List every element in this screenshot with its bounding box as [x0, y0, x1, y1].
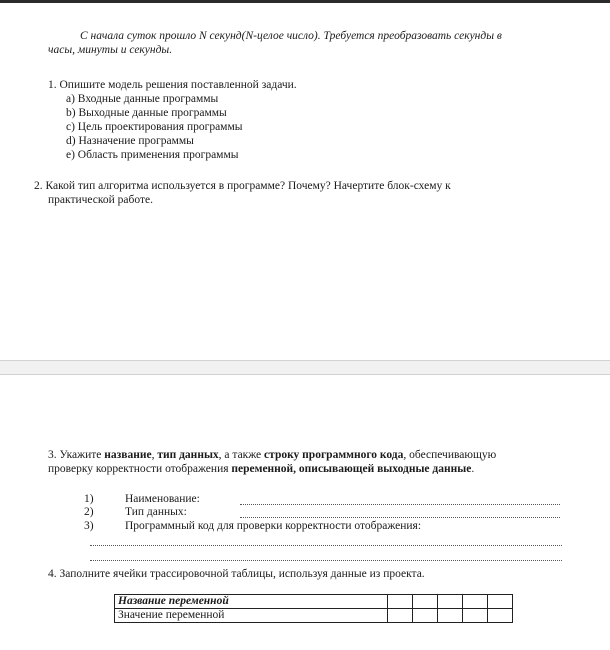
- intro-line-2: часы, минуты и секунды.: [48, 44, 173, 56]
- table-cell[interactable]: [463, 595, 488, 609]
- q3-text: ,: [151, 449, 158, 461]
- q3-bold-type: тип данных: [157, 449, 219, 461]
- q1-item: e) Область применения программы: [66, 149, 239, 161]
- q2-line-2: практической работе.: [48, 194, 153, 206]
- q3-bold-output: переменной, описывающей выходные данные: [231, 463, 472, 475]
- table-cell[interactable]: [488, 595, 513, 609]
- table-cell[interactable]: [438, 609, 463, 623]
- answer-line-code[interactable]: [90, 545, 562, 546]
- q1-title: 1. Опишите модель решения поставленной задачи.: [48, 79, 297, 91]
- table-cell[interactable]: [488, 609, 513, 623]
- table-cell[interactable]: [388, 609, 413, 623]
- q3-text: , обеспечивающую: [403, 449, 497, 461]
- q2-line-1: 2. Какой тип алгоритма используется в программе? Почему? Начертите блок-схему к: [34, 180, 451, 192]
- q1-item: a) Входные данные программы: [66, 93, 219, 105]
- q3-item-num: 2): [84, 506, 94, 518]
- page-top-edge: [0, 0, 610, 3]
- q3-text: 3. Укажите: [48, 449, 105, 461]
- q1-item: d) Назначение программы: [66, 135, 194, 147]
- intro-line-1: С начала суток прошло N секунд(N-целое число). Требуется преобразовать секунды в: [80, 30, 502, 42]
- q1-item: c) Цель проектирования программы: [66, 121, 243, 133]
- answer-line-name[interactable]: [240, 504, 560, 505]
- page-break: [0, 360, 610, 375]
- table-cell[interactable]: [413, 595, 438, 609]
- table-cell[interactable]: [463, 609, 488, 623]
- q3-text: проверку корректности отображения: [48, 463, 232, 475]
- q3-item-label: Наименование:: [125, 493, 200, 505]
- q3-bold-name: название: [104, 449, 152, 461]
- table-cell[interactable]: [438, 595, 463, 609]
- table-header-variable-name: Название переменной: [115, 595, 388, 609]
- q4-title: 4. Заполните ячейки трассировочной таблицы, используя данные из проекта.: [48, 568, 425, 580]
- q3-item-label: Тип данных:: [125, 506, 187, 518]
- answer-line-code-2[interactable]: [90, 560, 562, 561]
- answer-line-type[interactable]: [240, 517, 560, 518]
- table-cell[interactable]: [413, 609, 438, 623]
- table-row: [115, 595, 513, 609]
- q3-line-2: [48, 463, 474, 476]
- q3-item-label: Программный код для проверки корректности отображения:: [125, 520, 422, 532]
- q1-item: b) Выходные данные программы: [66, 107, 227, 119]
- q3-text: .: [471, 463, 475, 475]
- q3-item-num: 3): [84, 520, 94, 532]
- q3-text: , а также: [218, 449, 265, 461]
- trace-table: [114, 594, 513, 623]
- q3-line-1: [48, 449, 496, 462]
- table-cell[interactable]: [388, 595, 413, 609]
- table-row: [115, 609, 513, 623]
- q3-bold-code: строку программного кода: [264, 449, 404, 461]
- table-header-variable-value: Значение переменной: [115, 609, 388, 623]
- q3-item-num: 1): [84, 493, 94, 505]
